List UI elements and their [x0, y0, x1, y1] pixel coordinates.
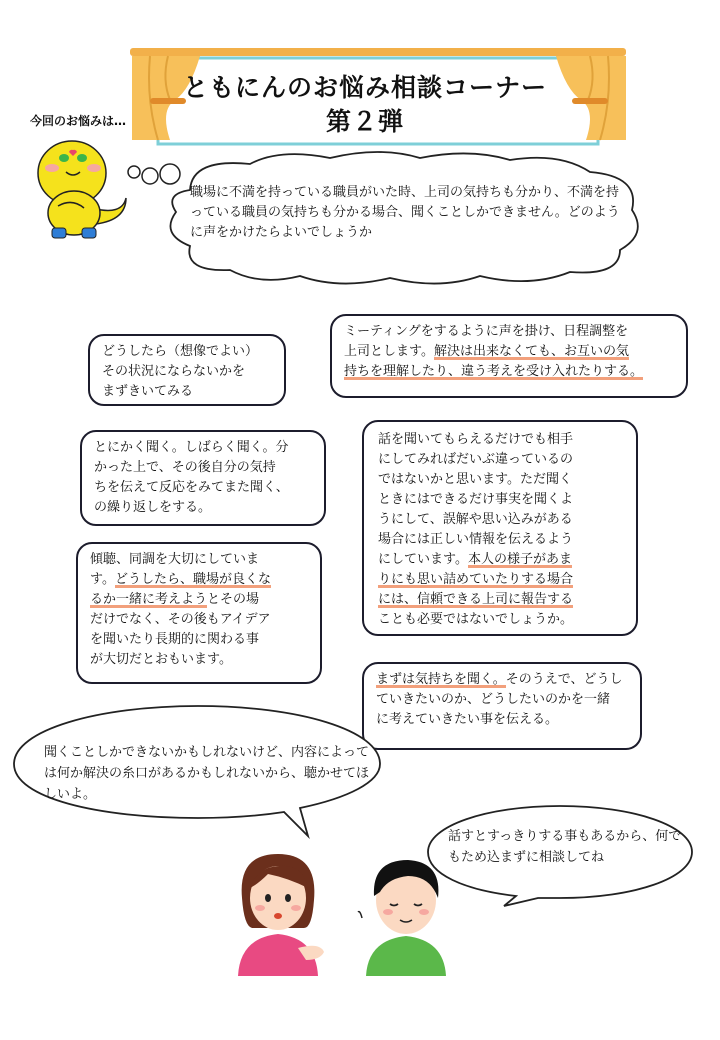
highlight: まずは気持ちを聞く。 — [376, 672, 506, 687]
man-illustration-icon — [350, 852, 460, 976]
highlight: 解決は出来なくても、お互いの気 — [433, 344, 629, 359]
answer-text: とにかく聞く。しばらく聞く。分 かった上で、その後自分の気持 ちを伝えて反応をみてまた聞く、 の繰り返しをする。 — [94, 440, 289, 515]
answer-text: どうしたら（想像でよい） その状況にならないかを まずきいてみる — [102, 344, 259, 399]
answer-box-3 — [80, 430, 326, 526]
highlight: には、信頼できる上司に報告する — [378, 592, 574, 607]
intro-label: 今回のお悩みは… — [30, 114, 127, 128]
answer-box-6 — [362, 662, 642, 750]
highlight: るか一緒に考えよう — [90, 592, 208, 607]
answer-box-1 — [88, 334, 286, 406]
answer-text: ミーティングをするように声を掛け、日程調整を 上司とします。解決は出来なくても、お互いの気 持ちを理解したり、違う考えを受け入れたりする。 — [344, 324, 644, 379]
mascot-icon — [22, 128, 132, 248]
answer-box-5 — [76, 542, 322, 684]
answer-text: 傾聴、同調を大切にしていま す。どうしたら、職場が良くな るか一緒に考えようとその場 だけでなく、その後もアイデア を聞いたり長期的に関わる事 が大切だとおもいます。 — [90, 552, 271, 667]
highlight: りにも思い詰めていたりする場合 — [378, 572, 574, 587]
speech-right-text: 話すとすっきりする事もあるから、何でもため込まずに相談してね — [448, 829, 682, 865]
answer-text: 話を聞いてもらえるだけでも相手 にしてみればだいぶ違っているの ではないかと思います。ただ聞く ときにはできるだけ事実を聞くよ うにして、誤解や思い込みがある 場合には正しい情報を伝えるよう にしています。本人の様子があま りにも思い詰めていたりする場合 には、信頼できる上司に報告する ことも必要ではないでしょうか。 — [378, 432, 574, 627]
speech-left-text: 聞くことしかできないかもしれないけど、内容によっては何か解決の糸口があるかもしれないから、聴かせてほしいよ。 — [44, 745, 370, 802]
highlight: 本人の様子があま — [467, 552, 572, 567]
highlight: 持ちを理解したり、違う考えを受け入れたりする。 — [344, 364, 644, 379]
highlight: どうしたら、職場が良くな — [114, 572, 271, 587]
answer-box-4 — [362, 420, 638, 636]
page-title: ともにんのお悩み相談コーナー — [182, 73, 547, 102]
worry-text: 職場に不満を持っている職員がいた時、上司の気持ちも分かり、不満を持っている職員の気持ちも分かる場合、聞くことしかできません。どのように声をかけたらよいでしょうか — [190, 185, 620, 240]
page-subtitle: 第２弾 — [325, 107, 404, 136]
answer-box-2 — [330, 314, 688, 398]
woman-illustration-icon — [228, 848, 338, 976]
answer-text: まずは気持ちを聞く。そのうえで、どうし ていきたいのか、どうしたいのかを一緒 に考えていきたい事を伝える。 — [376, 672, 623, 727]
